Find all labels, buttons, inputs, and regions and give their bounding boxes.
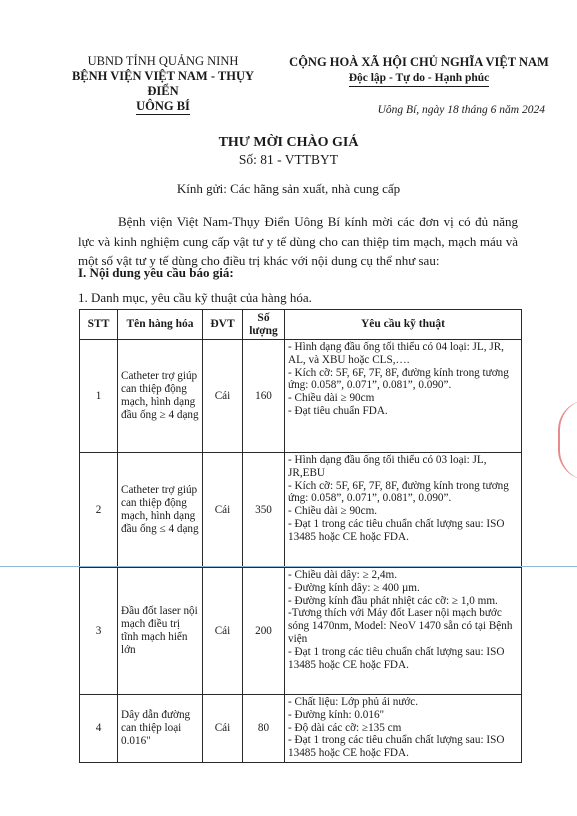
date-line: Uông Bí, ngày 18 tháng 6 năm 2024 [377, 104, 545, 116]
requirement-line: - Đạt 1 trong các tiêu chuẩn chất lượng sau: ISO 13485 hoặc CE hoặc FDA. [288, 517, 505, 543]
cell-requirements [285, 453, 522, 568]
cell-stt: 3 [80, 568, 118, 695]
cell-name: Đầu đốt laser nội mạch điều trị tĩnh mạch hiển lớn [118, 568, 203, 695]
requirement-line: - Kích cỡ: 5F, 6F, 7F, 8F, đường kính trong tương ứng: 0.058”, 0.071”, 0.081”, 0.090”. [288, 479, 509, 505]
cell-unit: Cái [203, 568, 243, 695]
requirement-line: - Hình dạng đầu ống tối thiểu có 03 loại: JL, JR,EBU [288, 454, 487, 479]
document-title: THƯ MỜI CHÀO GIÁ [218, 135, 359, 150]
cell-name: Catheter trợ giúp can thiệp động mạch, hình dạng đầu ống ≤ 4 dạng [118, 453, 203, 568]
cell-unit: Cái [203, 695, 243, 763]
national-header [286, 55, 552, 87]
table-header-row [80, 310, 522, 340]
table-row [80, 340, 522, 453]
scan-fold-line [0, 566, 577, 567]
requirement-line: - Đường kính: 0.016" [288, 708, 385, 721]
requirement-line: - Chất liệu: Lớp phủ ái nước. [288, 696, 419, 708]
issuer-line-2: BỆNH VIỆN VIỆT NAM - THỤY ĐIỂN [71, 69, 255, 98]
requirement-line: -Tương thích với Máy đốt Laser nội mạch bước sóng 1470nm, Model: NeoV 1470 sẵn có tại Bệnh viện [288, 607, 513, 645]
issuer-line-3: UÔNG BÍ [136, 99, 190, 113]
requirement-line: - Kích cỡ: 5F, 6F, 7F, 8F, đường kính trong tương ứng: 0.058”, 0.071”, 0.081”, 0.090”. [288, 366, 509, 392]
requirement-line: - Đường kính đầu phát nhiệt các cỡ: ≥ 1,0 mm. [288, 594, 498, 607]
items-table [79, 309, 522, 763]
intro-paragraph: Bệnh viện Việt Nam-Thụy Điển Uông Bí kính mời các đơn vị có đủ năng lực và kinh nghiệm cung cấp vật tư y tế dùng cho can thiệp tim mạch, mạch máu và một số vật tư y tế dùng cho điều trị khác với nội dung cụ thể như sau: [78, 214, 518, 268]
stamp-edge [558, 400, 577, 480]
table-row [80, 568, 522, 695]
cell-qty: 200 [243, 568, 285, 695]
requirement-line: - Đạt 1 trong các tiêu chuẩn chất lượng sau: ISO 13485 hoặc CE hoặc FDA. [288, 645, 505, 671]
requirement-line: - Độ dài các cỡ: ≥135 cm [288, 721, 402, 734]
requirement-line: - Chiều dài ≥ 90cm [288, 392, 375, 405]
col-requirements: Yêu cầu kỹ thuật [285, 310, 522, 340]
col-name: Tên hàng hóa [118, 310, 203, 340]
cell-qty: 80 [243, 695, 285, 763]
cell-stt: 1 [80, 340, 118, 453]
cell-unit: Cái [203, 340, 243, 453]
col-qty: Số lượng [243, 310, 285, 340]
cell-qty: 350 [243, 453, 285, 568]
section-heading: I. Nội dung yêu cầu báo giá: [78, 265, 234, 280]
col-stt: STT [80, 310, 118, 340]
table-row [80, 453, 522, 568]
document-number: Số: 81 - VTTBYT [238, 152, 339, 167]
national-motto: Độc lập - Tự do - Hạnh phúc [349, 71, 490, 87]
cell-name: Dây dẫn đường can thiệp loại 0.016" [118, 695, 203, 763]
issuer-line-1: UBND TỈNH QUẢNG NINH [87, 54, 239, 68]
subsection-heading: 1. Danh mục, yêu cầu kỹ thuật của hàng hóa. [78, 290, 312, 305]
table-row [80, 695, 522, 763]
issuer-block [58, 54, 268, 115]
cell-name: Catheter trợ giúp can thiệp động mạch, hình dạng đầu ống ≥ 4 dạng [118, 340, 203, 453]
cell-requirements [285, 568, 522, 695]
requirement-line: - Hình dạng đầu ống tối thiểu có 04 loại: JL, JR, AL, và XBU hoặc CLS,…. [288, 341, 504, 366]
cell-unit: Cái [203, 453, 243, 568]
cell-requirements [285, 695, 522, 763]
requirement-line: - Đường kính dây: ≥ 400 µm. [288, 581, 420, 594]
cell-stt: 2 [80, 453, 118, 568]
requirement-line: - Chiều dài dây: ≥ 2,4m. [288, 569, 397, 581]
requirement-line: - Đạt tiêu chuẩn FDA. [288, 404, 388, 417]
recipient-line: Kính gửi: Các hãng sản xuất, nhà cung cấp [176, 181, 401, 196]
cell-requirements [285, 340, 522, 453]
cell-qty: 160 [243, 340, 285, 453]
requirement-line: - Chiều dài ≥ 90cm. [288, 505, 378, 518]
requirement-line: - Đạt 1 trong các tiêu chuẩn chất lượng sau: ISO 13485 hoặc CE hoặc FDA. [288, 734, 505, 760]
col-unit: ĐVT [203, 310, 243, 340]
national-title: CỘNG HOÀ XÃ HỘI CHỦ NGHĨA VIỆT NAM [289, 55, 549, 69]
cell-stt: 4 [80, 695, 118, 763]
